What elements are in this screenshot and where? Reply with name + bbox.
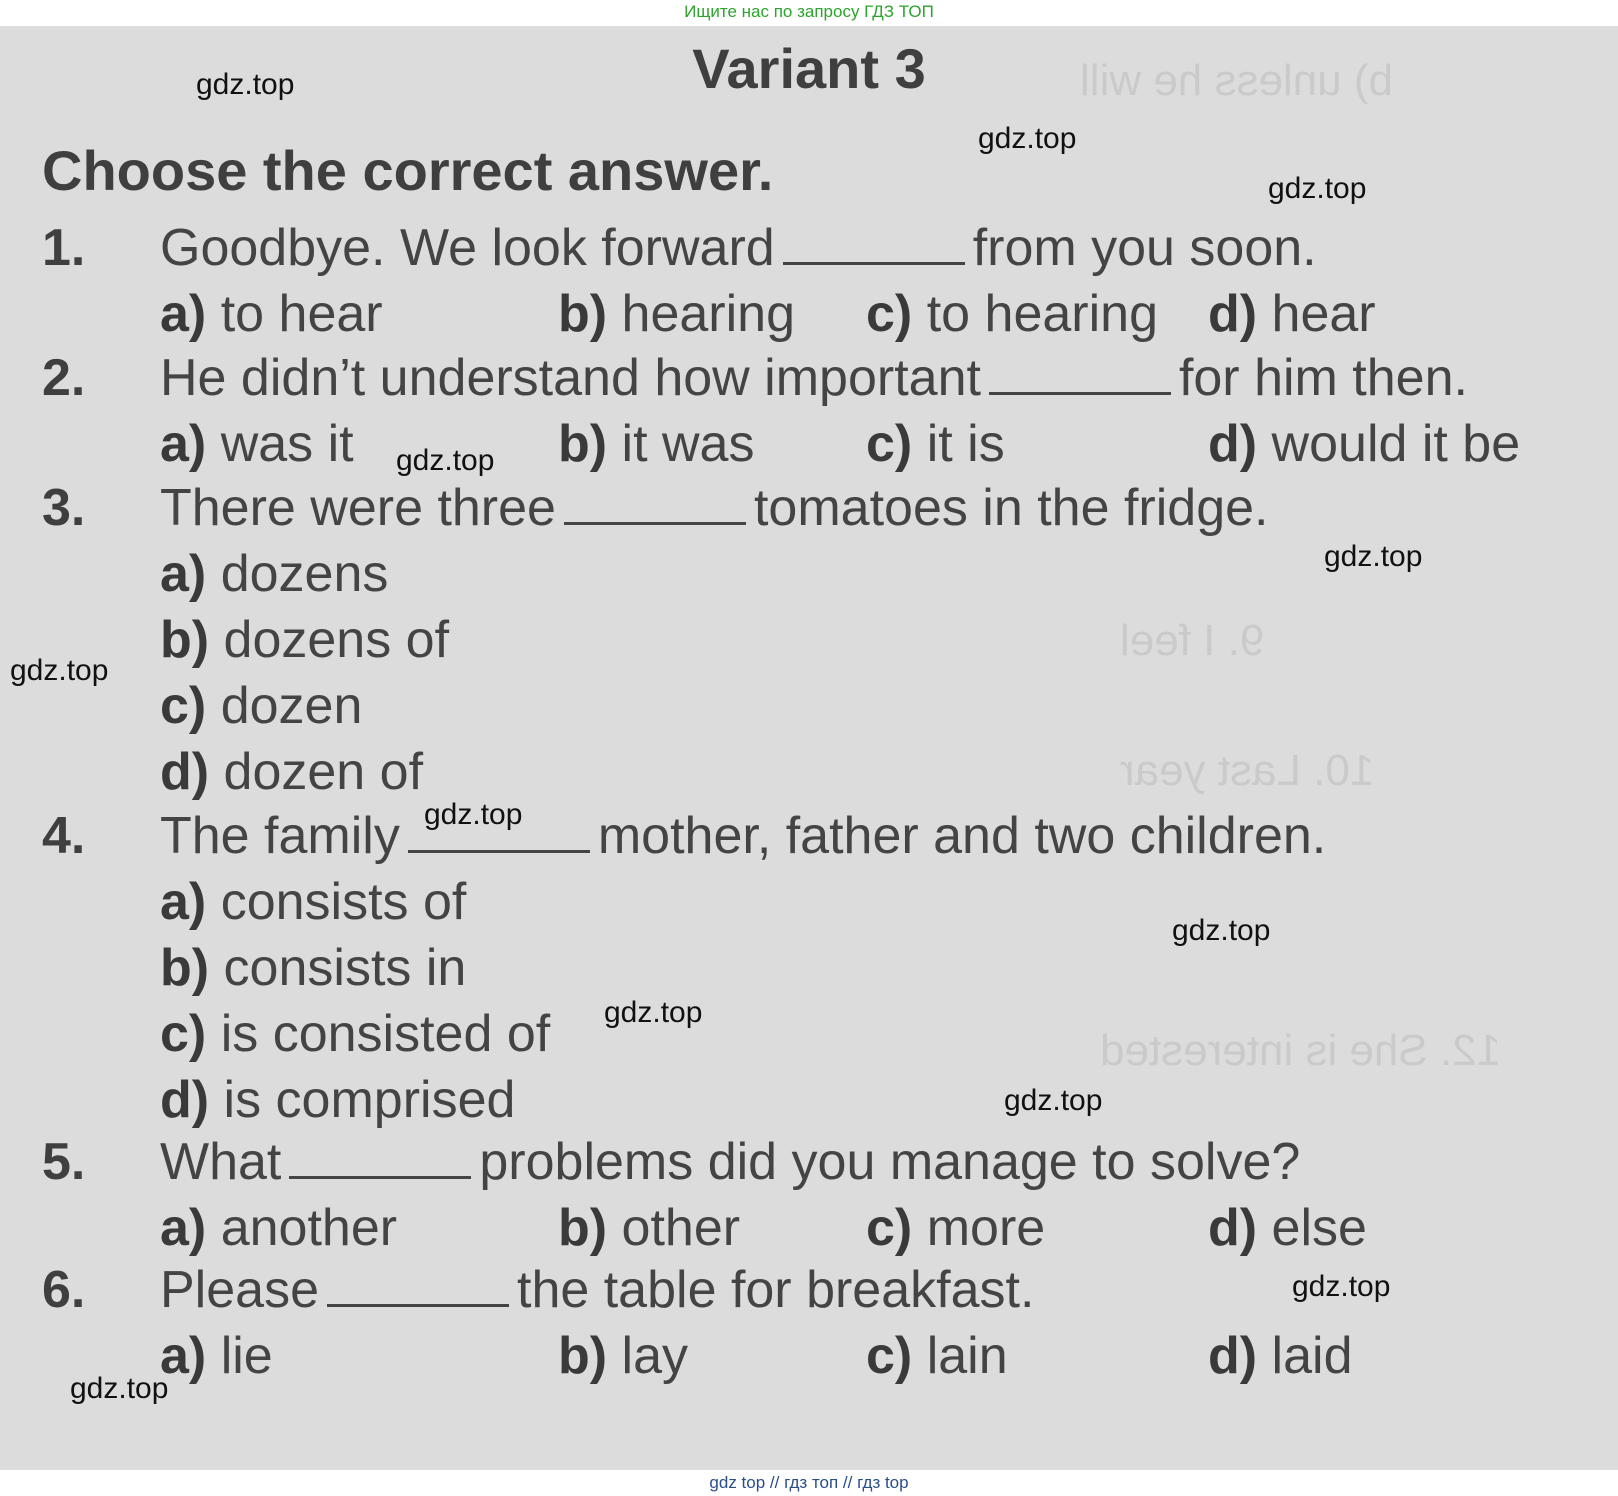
option-d[interactable]: d) else (1208, 1199, 1367, 1257)
instruction: Choose the correct answer. (42, 139, 774, 202)
question-number: 3. (42, 479, 86, 537)
option-b[interactable]: b) hearing (558, 285, 796, 343)
option-d[interactable]: d) dozen of (160, 743, 424, 801)
option-c[interactable]: c) lain (866, 1327, 1008, 1385)
question-stem-end: from you soon. (972, 219, 1317, 277)
option-d[interactable]: d) hear (1208, 285, 1376, 343)
option-a[interactable]: a) was it (160, 415, 354, 473)
question-stem: Please (160, 1261, 319, 1319)
watermark: gdz.top (978, 122, 1077, 155)
watermark: gdz.top (1292, 1270, 1391, 1303)
watermark: gdz.top (1268, 172, 1367, 205)
option-a[interactable]: a) dozens (160, 545, 389, 603)
option-a[interactable]: a) another (160, 1199, 398, 1257)
question-number: 4. (42, 807, 86, 865)
answer-blank (783, 218, 965, 265)
page-title: Variant 3 (692, 37, 926, 100)
answer-blank (327, 1260, 509, 1307)
option-b[interactable]: b) other (558, 1199, 741, 1257)
answer-blank (989, 348, 1171, 395)
question-text (160, 806, 1326, 866)
bleed-through: b) unless he will (1080, 56, 1394, 105)
question-stem-end: mother, father and two children. (597, 807, 1327, 865)
watermark: gdz.top (604, 996, 703, 1029)
worksheet-page (0, 26, 1618, 1470)
option-a[interactable]: a) lie (160, 1327, 273, 1385)
watermark: gdz.top (1004, 1084, 1103, 1117)
option-c[interactable]: c) is consisted of (160, 1005, 551, 1063)
question-text (160, 478, 1268, 538)
question-number: 2. (42, 349, 86, 407)
watermark: gdz.top (1324, 540, 1423, 573)
question-number: 5. (42, 1133, 86, 1191)
question-text (160, 1132, 1300, 1192)
option-c[interactable]: c) to hearing (866, 285, 1158, 343)
option-c[interactable]: c) dozen (160, 677, 363, 735)
question-number: 1. (42, 219, 86, 277)
question-number: 6. (42, 1261, 86, 1319)
question-stem: He didn’t understand how important (160, 349, 981, 407)
bleed-through: 10. Last year (1120, 746, 1375, 795)
question-stem-end: problems did you manage to solve? (479, 1133, 1301, 1191)
watermark: gdz.top (10, 654, 109, 687)
question-stem: Goodbye. We look forward (160, 219, 775, 277)
option-d[interactable]: d) would it be (1208, 415, 1521, 473)
option-b[interactable]: b) lay (558, 1327, 689, 1385)
option-b[interactable]: b) dozens of (160, 611, 450, 669)
question-stem-end: the table for breakfast. (517, 1261, 1035, 1319)
question-stem: What (160, 1133, 282, 1191)
option-c[interactable]: c) more (866, 1199, 1046, 1257)
option-d[interactable]: d) is comprised (160, 1071, 516, 1129)
question-stem-end: for him then. (1178, 349, 1468, 407)
question-stem: There were three (160, 479, 556, 537)
option-d[interactable]: d) laid (1208, 1327, 1353, 1385)
question-text (160, 348, 1468, 408)
option-a[interactable]: a) to hear (160, 285, 383, 343)
option-a[interactable]: a) consists of (160, 873, 467, 931)
question-stem-end: tomatoes in the fridge. (753, 479, 1269, 537)
question-text (160, 1260, 1034, 1320)
watermark: gdz.top (70, 1372, 169, 1405)
watermark: gdz.top (424, 798, 523, 831)
question-stem: The family (160, 807, 400, 865)
bleed-through: 9. I feel (1120, 616, 1265, 665)
bleed-through: 12. She is interested (1100, 1026, 1502, 1075)
question-text (160, 218, 1317, 278)
top-banner[interactable]: Ищите нас по запросу ГДЗ ТОП (684, 2, 934, 21)
watermark: gdz.top (1172, 914, 1271, 947)
option-b[interactable]: b) consists in (160, 939, 467, 997)
watermark: gdz.top (396, 444, 495, 477)
option-c[interactable]: c) it is (866, 415, 1005, 473)
footer-links[interactable]: gdz top // гдз топ // гдз top (709, 1473, 909, 1492)
answer-blank (564, 478, 746, 525)
answer-blank (289, 1132, 471, 1179)
watermark: gdz.top (196, 68, 295, 101)
option-b[interactable]: b) it was (558, 415, 755, 473)
